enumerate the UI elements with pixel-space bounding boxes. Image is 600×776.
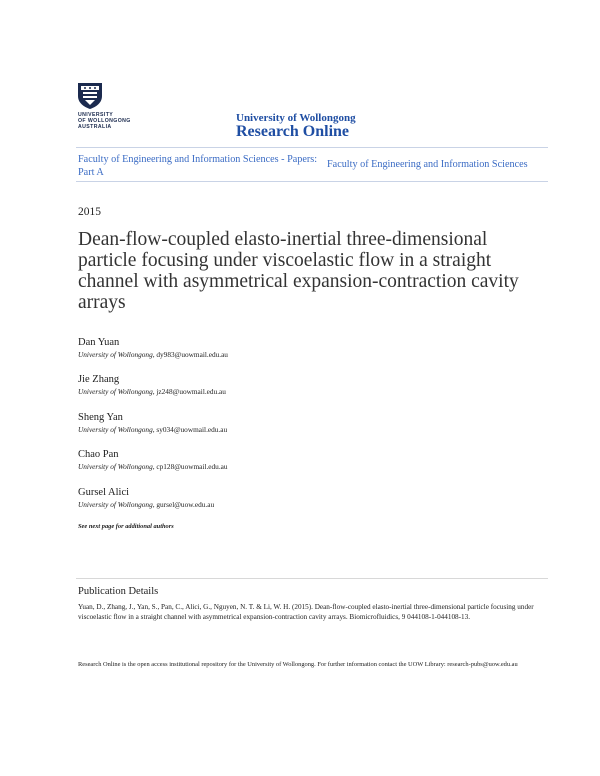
repository-name-link[interactable]: Research Online xyxy=(236,123,350,140)
author-affiliation xyxy=(78,500,478,510)
see-next-page-note: See next page for additional authors xyxy=(78,523,174,530)
publication-divider xyxy=(76,578,548,579)
author-institution: University of Wollongong xyxy=(78,425,153,434)
author-institution: University of Wollongong xyxy=(78,387,153,396)
author-name: Chao Pan xyxy=(78,449,119,460)
author-affiliation xyxy=(78,387,478,397)
repository-footer-note: Research Online is the open access institutional repository for the University of Wollongong. For further information contact the UOW Library: research-pubs@uow.edu.au xyxy=(78,661,518,668)
author-block xyxy=(78,336,478,360)
author-block xyxy=(78,411,478,435)
author-affiliation xyxy=(78,462,478,472)
header-divider xyxy=(76,147,548,148)
collection-link-faculty[interactable]: Faculty of Engineering and Information Sciences xyxy=(327,159,528,170)
author-email[interactable]: , gursel@uow.edu.au xyxy=(152,500,215,509)
university-name-link[interactable]: University of Wollongong xyxy=(236,112,356,124)
author-block xyxy=(78,373,478,397)
author-institution: University of Wollongong xyxy=(78,462,153,471)
publication-details-heading: Publication Details xyxy=(78,586,159,597)
collection-divider xyxy=(76,181,548,182)
author-email[interactable]: , dy983@uowmail.edu.au xyxy=(152,350,228,359)
author-institution: University of Wollongong xyxy=(78,350,153,359)
author-block xyxy=(78,448,478,472)
author-email[interactable]: , sy034@uowmail.edu.au xyxy=(152,425,228,434)
author-institution: University of Wollongong xyxy=(78,500,153,509)
author-name: Jie Zhang xyxy=(78,374,120,385)
author-name: Gursel Alici xyxy=(78,487,130,498)
author-email[interactable]: , cp128@uowmail.edu.au xyxy=(152,462,228,471)
author-email[interactable]: , jz248@uowmail.edu.au xyxy=(152,387,226,396)
author-name: Dan Yuan xyxy=(78,337,120,348)
logo-wordmark: UNIVERSITY OF WOLLONGONG AUSTRALIA xyxy=(78,112,131,130)
paper-title: Dean-flow-coupled elasto-inertial three-dimensional particle focusing under viscoelastic flow in a straight channel with asymmetrical expansion-contraction cavity arrays xyxy=(78,229,519,313)
author-block xyxy=(78,486,478,510)
author-affiliation xyxy=(78,350,478,360)
publication-citation: Yuan, D., Zhang, J., Yan, S., Pan, C., Alici, G., Nguyen, N. T. & Li, W. H. (2015). Dean-flow-coupled elasto-inertial three-dimensional particle focusing under viscoelastic flow in a straight channel with asymmetrical expansion-contraction cavity arrays. Biomicrofluidics, 9 044108-1-044108-13. xyxy=(78,603,534,622)
author-name: Sheng Yan xyxy=(78,412,123,423)
crest-icon xyxy=(76,82,104,110)
publication-year: 2015 xyxy=(78,206,101,218)
author-affiliation xyxy=(78,425,478,435)
collection-link-papers[interactable]: Faculty of Engineering and Information Sciences - Papers: Part A xyxy=(78,154,318,178)
university-logo[interactable] xyxy=(76,82,146,136)
